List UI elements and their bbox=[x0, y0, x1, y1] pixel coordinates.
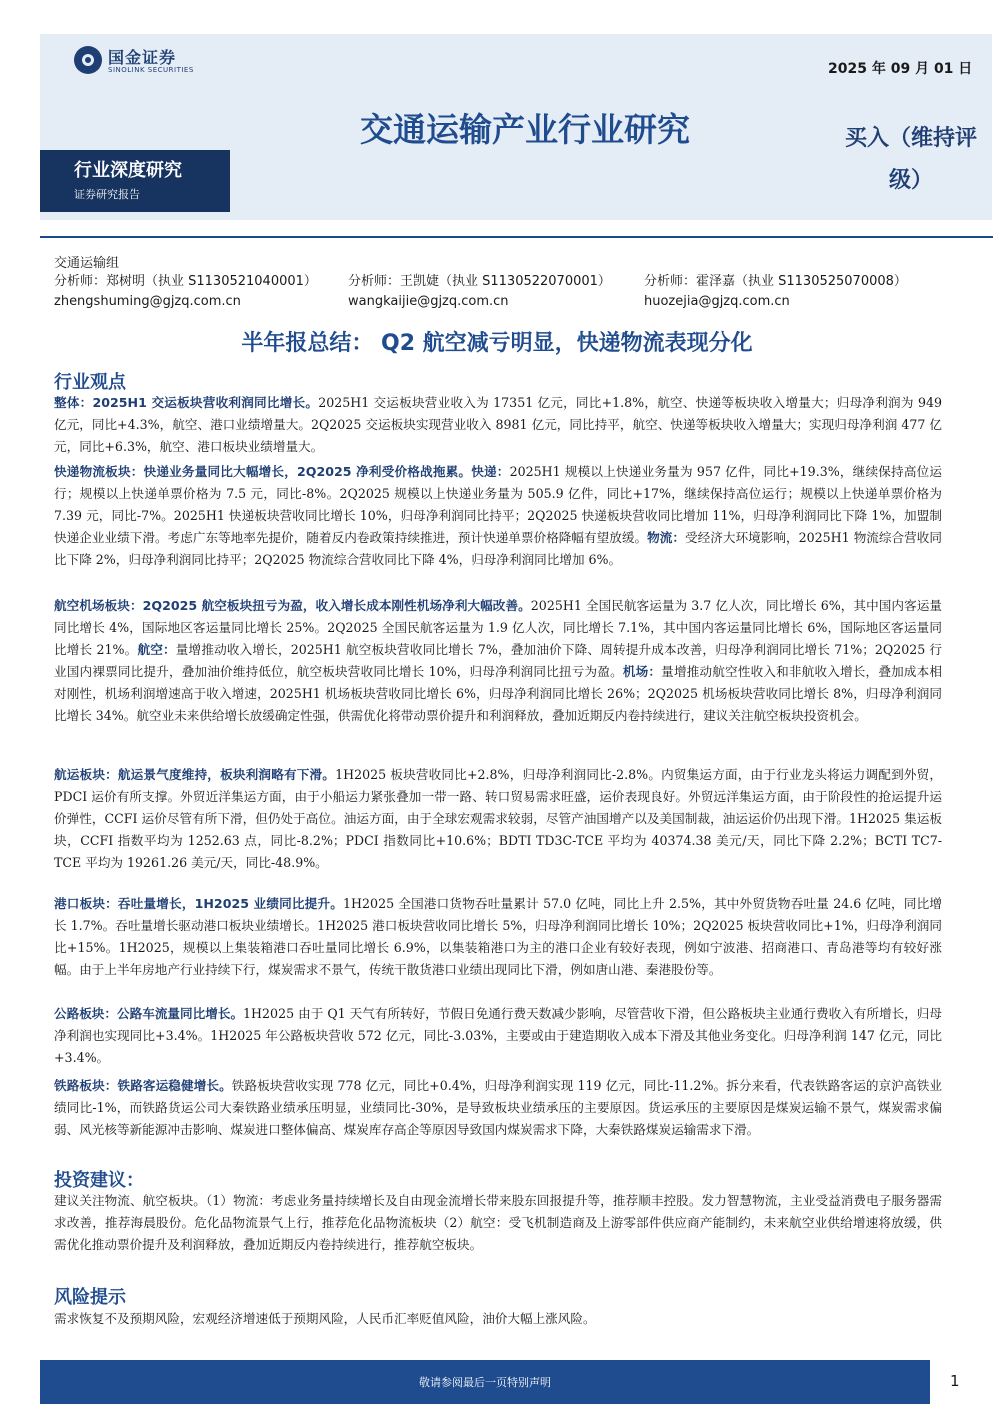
analyst-1-line: 分析师：郑树明（执业 S1130521040001） bbox=[54, 274, 317, 289]
para-aviation bbox=[54, 595, 942, 727]
para-overall-lead: 整体：2025H1 交运板块营收利润同比增长。 bbox=[54, 395, 319, 410]
header-divider bbox=[40, 236, 993, 238]
analyst-2 bbox=[348, 272, 611, 312]
section-industry-view-title: 行业观点 bbox=[54, 372, 126, 393]
para-railway-lead: 铁路板块：铁路客运稳健增长。 bbox=[54, 1078, 232, 1093]
para-highway-lead: 公路板块：公路车流量同比增长。 bbox=[54, 1006, 244, 1021]
para-risk: 需求恢复不及预期风险，宏观经济增速低于预期风险，人民币汇率贬值风险，油价大幅上涨风险。 bbox=[54, 1311, 596, 1326]
para-port-text: 1H2025 全国港口货物吞吐量累计 57.0 亿吨，同比上升 2.5%，其中外贸货物吞吐量 24.6 亿吨，同比增长 1.7%。吞吐量增长驱动港口板块业绩增长。1H2025 港口板块营收同比增长 5%，归母净利润同比增长 10%；2Q2025 板块营收同比+1%，归母净利润同比+15%。1H2025，规模以上集装箱港口吞吐量同比增长 6.9%，以集装箱港口为主的港口企业有较好表现，例如宁波港、招商港口、青岛港等均有较好涨幅。由于上半年房地产行业持续下行，煤炭需求不景气，传统干散货港口业绩出现同比下滑，例如唐山港、秦港股份等。 bbox=[54, 896, 942, 977]
para-express-kw2: 物流： bbox=[647, 530, 686, 545]
para-shipping-text: 1H2025 板块营收同比+2.8%，归母净利润同比-2.8%。内贸集运方面，由于行业龙头将运力调配到外贸，PDCI 运价有所支撑。外贸近洋集运方面，由于小船运力紧张叠加一带一路、转口贸易需求旺盛，运价表现良好。外贸远洋集运方面，由于阶段性的抢运提升运价弹性，CCFI 运价尽管有所下滑，但仍处于高位。油运方面，由于全球宏观需求较弱，尽管产油国增产以及美国制裁，油运运价仍出现下滑。1H2025 集运板块，CCFI 指数平均为 1252.63 点，同比-8.2%；PDCI 指数同比+10.6%；BDTI TD3C-TCE 平均为 40374.38 美元/天，同比下降 2.2%；BCTI TC7-TCE 平均为 19261.26 美元/天，同比-48.9%。 bbox=[54, 767, 942, 870]
para-express-kw1: 快递： bbox=[471, 464, 510, 479]
para-shipping-lead: 航运板块：航运景气度维持，板块利润略有下滑。 bbox=[54, 767, 336, 782]
para-aviation-kw1: 航空： bbox=[137, 642, 176, 657]
analyst-1 bbox=[54, 272, 317, 312]
analyst-group: 交通运输组 bbox=[54, 256, 120, 271]
para-express-lead: 快递物流板块：快递业务量同比大幅增长，2Q2025 净利受价格战拖累。 bbox=[54, 464, 472, 479]
para-port-lead: 港口板块：吞吐量增长，1H2025 业绩同比提升。 bbox=[54, 896, 344, 911]
report-title: 交通运输产业行业研究 bbox=[360, 110, 690, 149]
logo-icon bbox=[74, 46, 102, 74]
para-railway bbox=[54, 1075, 942, 1141]
analyst-3-email[interactable]: huozejia@gjzq.com.cn bbox=[644, 294, 790, 309]
para-aviation-kw2: 机场： bbox=[622, 664, 662, 679]
section-investment-title: 投资建议： bbox=[54, 1170, 144, 1191]
doc-subtype: 证券研究报告 bbox=[74, 188, 140, 201]
logo bbox=[74, 44, 214, 78]
para-railway-text: 铁路板块营收实现 778 亿元，同比+0.4%，归母净利润实现 119 亿元，同比-11.2%。拆分来看，代表铁路客运的京沪高铁业绩同比-1%，而铁路货运公司大秦铁路业绩承压明显，业绩同比-30%，是导致板块业绩承压的主要原因。货运承压的主要原因是煤炭运输不景气，煤炭需求偏弱、风光核等新能源冲击影响、煤炭进口整体偏高、煤炭库存高企等原因导致国内煤炭需求下降，大秦铁路煤炭运输需求下滑。 bbox=[54, 1078, 942, 1137]
para-shipping bbox=[54, 764, 942, 874]
para-express-text1: 2025H1 规模以上快递业务量为 957 亿件，同比+19.3%，继续保持高位运行；规模以上快递单票价格为 7.5 元，同比-8%。2Q2025 规模以上快递业务量为 505.9 亿件，同比+17%，继续保持高位运行；规模以上快递单票价格为 7.39 元，同比-7%。2025H1 快递板块营收同比增长 10%，归母净利润同比持平；2Q2025 快递板块营收同比增加 11%，归母净利润同比下降 1%，加盟制快递企业业绩下滑。考虑广东等地率先提价，随着反内卷政策持续推进，预计快递单票价格降幅有望放缓。 bbox=[54, 464, 943, 545]
report-headline: 半年报总结： Q2 航空减亏明显，快递物流表现分化 bbox=[241, 331, 753, 356]
para-express-text2: 受经济大环境影响，2025H1 物流综合营收同比下降 2%，归母净利润同比持平；2Q2025 物流综合营收同比下降 4%，归母净利润同比增加 6%。 bbox=[54, 530, 943, 567]
logo-name-cn: 国金证券 bbox=[108, 48, 177, 67]
para-aviation-text1: 量增推动收入增长，2025H1 航空板块营收同比增长 7%，叠加油价下降、周转提升成本改善，归母净利润同比增长 71%；2Q2025 行业国内裸票同比提升，叠加油价维持低位，航空板块营收同比增长 10%，归母净利润同比扭亏为盈。 bbox=[54, 642, 943, 679]
para-highway bbox=[54, 1003, 942, 1069]
analyst-3-line: 分析师：霍泽嘉（执业 S1130525070008） bbox=[644, 274, 907, 289]
analyst-2-line: 分析师：王凯婕（执业 S1130522070001） bbox=[348, 274, 611, 289]
para-express bbox=[54, 461, 942, 571]
footer-disclaimer-link[interactable]: 敬请参阅最后一页特别声明 bbox=[419, 1376, 551, 1389]
report-date: 2025 年 09 月 01 日 bbox=[828, 61, 973, 77]
para-investment: 建议关注物流、航空板块。（1）物流：考虑业务量持续增长及自由现金流增长带来股东回报提升等，推荐顺丰控股。发力智慧物流，主业受益消费电子服务器需求改善，推荐海晨股份。危化品物流景气上行，推荐危化品物流板块（2）航空：受飞机制造商及上游零部件供应商产能制约，未来航空业供给增速将放缓，供需优化推动票价提升及利润释放，叠加近期反内卷持续进行，推荐航空板块。 bbox=[54, 1193, 942, 1252]
analyst-3 bbox=[644, 272, 907, 312]
analyst-2-email[interactable]: wangkaijie@gjzq.com.cn bbox=[348, 294, 509, 309]
para-port bbox=[54, 893, 942, 981]
doc-type: 行业深度研究 bbox=[74, 160, 182, 181]
page-number: 1 bbox=[950, 1372, 960, 1390]
para-aviation-text2: 量增推动航空性收入和非航收入增长，叠加成本相对刚性，机场利润增速高于收入增速，2025H1 机场板块营收同比增长 6%，归母净利润同比增长 26%；2Q2025 机场板块营收同比增长 8%，归母净利润同比增长 34%。航空业未来供给增长放缓确定性强，供需优化将带动票价提升和利润释放，叠加近期反内卷持续进行，建议关注航空板块投资机会。 bbox=[54, 664, 943, 723]
para-overall bbox=[54, 392, 942, 458]
rating-badge: 买入（维持评级） bbox=[844, 126, 977, 193]
logo-name-en: SINOLINK SECURITIES bbox=[108, 66, 194, 74]
para-aviation-text0: 2025H1 全国民航客运量为 3.7 亿人次，同比增长 6%，其中国内客运量同比增长 4%，国际地区客运量同比增长 25%。2Q2025 全国民航客运量为 1.9 亿人次，同比增长 7.1%，其中国内客运量同比增长 6%，国际地区客运量同比增长 21%。 bbox=[54, 598, 942, 657]
analyst-1-email[interactable]: zhengshuming@gjzq.com.cn bbox=[54, 294, 241, 309]
para-overall-text: 2025H1 交运板块营业收入为 17351 亿元，同比+1.8%，航空、快递等板块收入增量大；归母净利润为 949 亿元，同比+4.3%，航空、港口业绩增量大。2Q2025 交运板块实现营业收入 8981 亿元，同比持平，航空、快递等板块收入增量大；实现归母净利润 477 亿元，同比+6.3%，航空、港口板块业绩增量大。 bbox=[54, 395, 942, 454]
para-aviation-lead: 航空机场板块：2Q2025 航空板块扭亏为盈，收入增长成本刚性机场净利大幅改善。 bbox=[54, 598, 531, 613]
section-risk-title: 风险提示 bbox=[54, 1287, 126, 1308]
para-highway-text: 1H2025 由于 Q1 天气有所转好，节假日免通行费天数减少影响，尽管营收下滑，但公路板块主业通行费收入有所增长，归母净利润也实现同比+3.4%。1H2025 年公路板块营收 572 亿元，同比-3.03%，主要或由于建造期收入成本下滑及其他业务变化。归母净利润 147 亿元，同比+3.4%。 bbox=[54, 1006, 942, 1065]
